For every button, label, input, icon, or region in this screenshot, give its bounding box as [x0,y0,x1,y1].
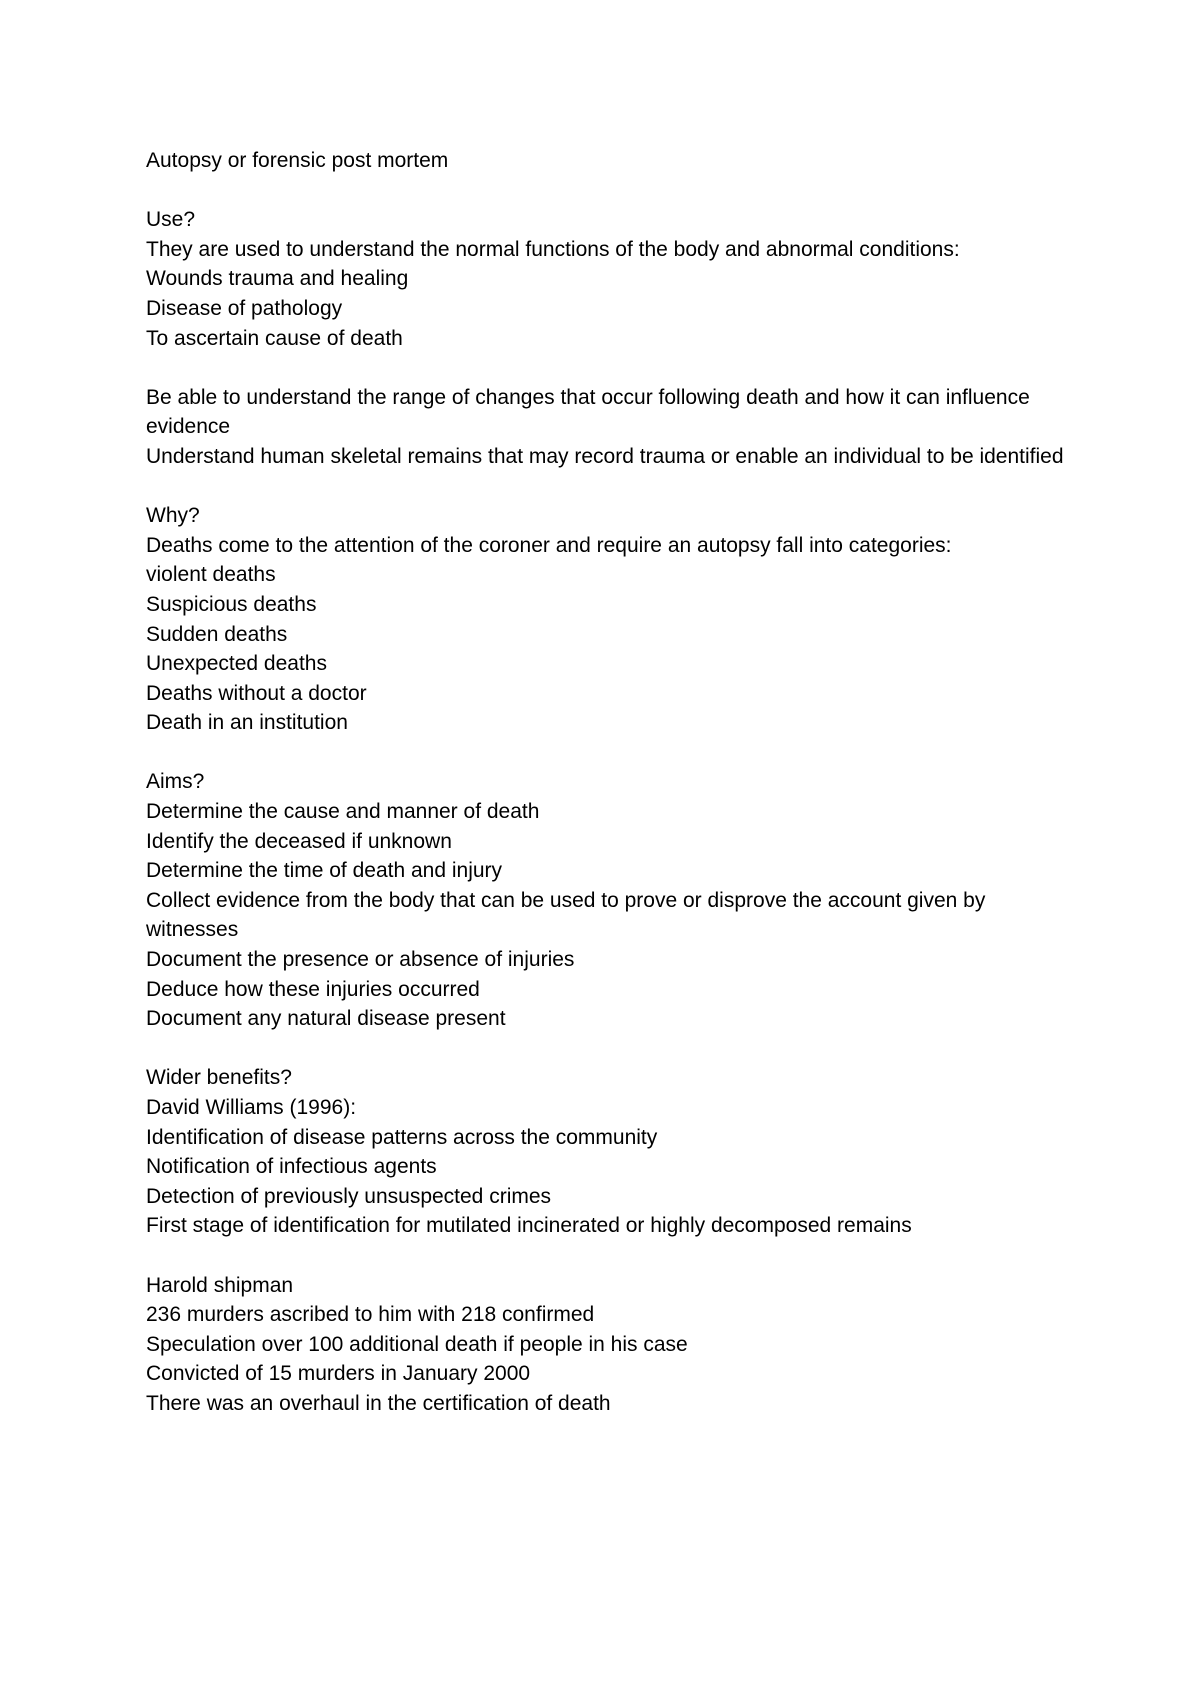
section-line: Document any natural disease present [146,1007,506,1031]
section-line: Speculation over 100 additional death if people in his case [146,1332,688,1356]
section-line: Notification of infectious agents [146,1155,437,1179]
section-heading: Use? [146,208,196,232]
section-line: There was an overhaul in the certification of death [146,1391,611,1415]
document-body [146,146,1066,1419]
section-line: Deduce how these injuries occurred [146,977,480,1001]
section-heading: Harold shipman [146,1273,294,1297]
section-line: Deaths without a doctor [146,681,367,705]
section-heading: Wider benefits? [146,1066,292,1090]
section-line: 236 murders ascribed to him with 218 confirmed [146,1303,595,1327]
section-line: Suspicious deaths [146,592,317,616]
section-aims [146,767,1066,1033]
section-line: Disease of pathology [146,296,343,320]
section-line: Deaths come to the attention of the coroner and require an autopsy fall into categories: [146,533,952,557]
section-line: Determine the time of death and injury [146,859,503,883]
section-line: David Williams (1996): [146,1096,357,1119]
title-block [146,146,1066,176]
section-line: To ascertain cause of death [146,326,403,350]
document-title: Autopsy or forensic post mortem [146,149,449,172]
section-wider-benefits [146,1063,1066,1241]
section-why [146,501,1066,738]
section-line: Convicted of 15 murders in January 2000 [146,1362,531,1386]
section-harold-shipman [146,1271,1066,1419]
section-line: Document the presence or absence of injuries [146,948,575,972]
section-line: Determine the cause and manner of death [146,800,540,824]
section-line: Unexpected deaths [146,652,327,676]
section-line: Collect evidence from the body that can be used to prove or disprove the account given by witnesses [146,888,986,942]
section-line: violent deaths [146,563,276,587]
section-line: Identify the deceased if unknown [146,829,452,853]
section-line: Detection of previously unsuspected crimes [146,1184,552,1208]
section-line: They are used to understand the normal functions of the body and abnormal conditions: [146,237,960,261]
section-line: Sudden deaths [146,622,288,646]
section-heading: Aims? [146,770,205,794]
section-use [146,205,1066,353]
section-line: Wounds trauma and healing [146,267,409,291]
section-line: Death in an institution [146,711,348,735]
section-understanding [146,383,1066,472]
section-line: First stage of identification for mutilated incinerated or highly decomposed remains [146,1214,912,1238]
section-line: Be able to understand the range of changes that occur following death and how it can influence evidence [146,385,1030,439]
section-heading: Why? [146,504,200,528]
section-line: Identification of disease patterns across the community [146,1125,658,1149]
section-line: Understand human skeletal remains that may record trauma or enable an individual to be identified [146,444,1064,468]
